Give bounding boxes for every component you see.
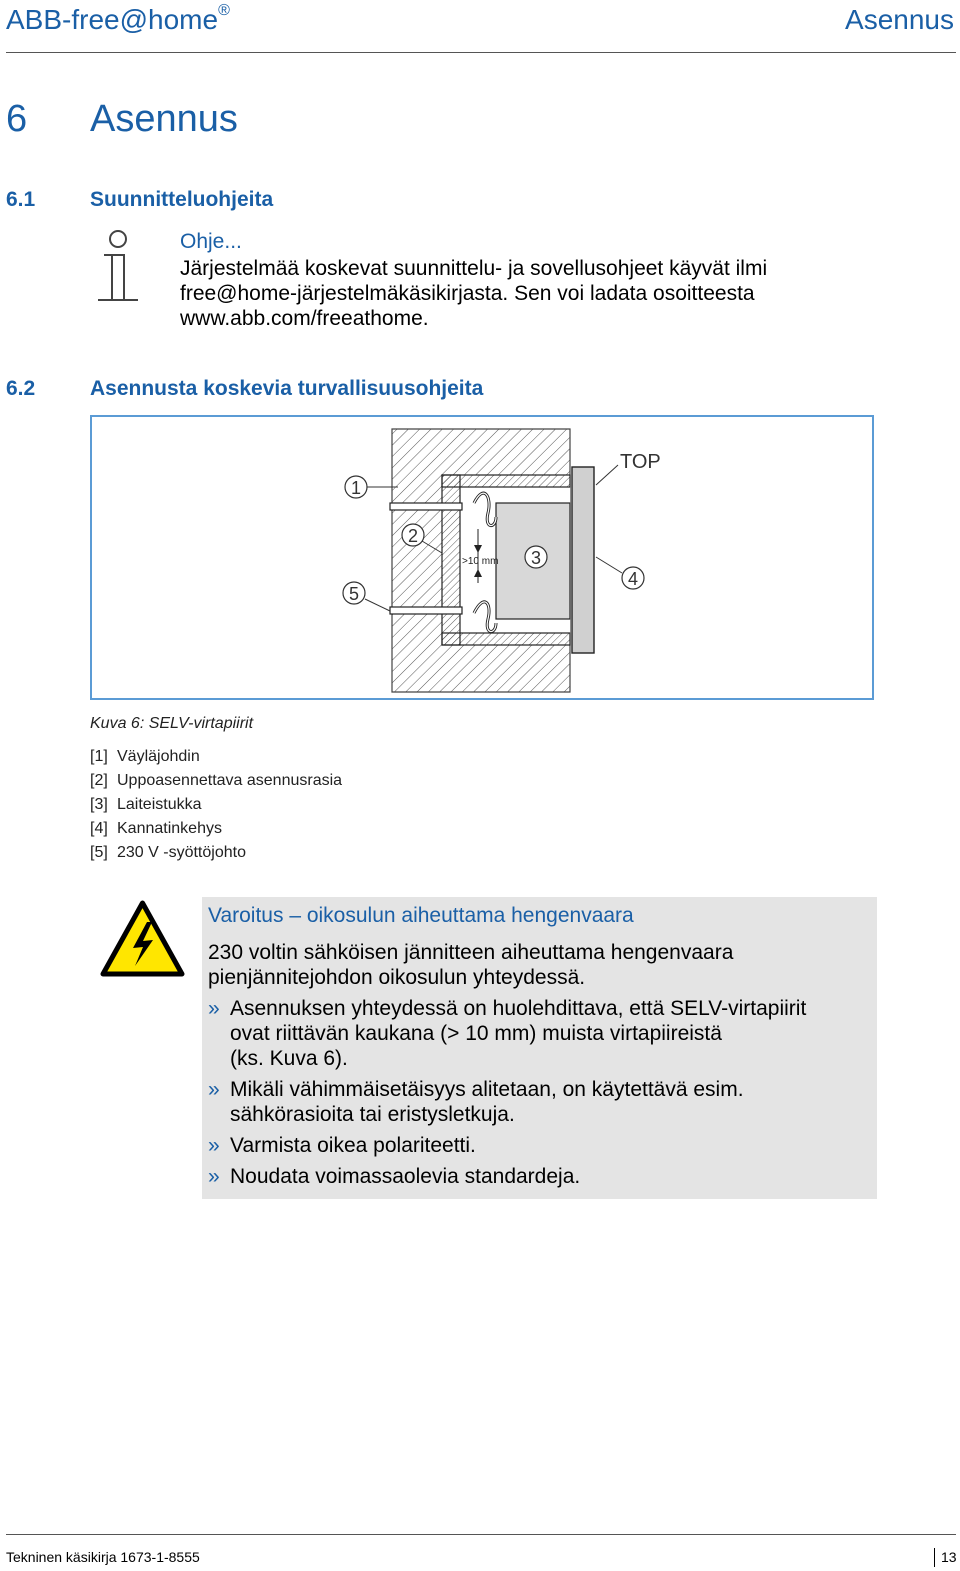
bullet-mark: » bbox=[208, 1134, 220, 1157]
note-body bbox=[180, 256, 860, 331]
callout-4: 4 bbox=[627, 569, 639, 589]
legend-item: [5] 230 V -syöttöjohto bbox=[90, 844, 246, 861]
list-item: » Varmista oikea polariteetti. bbox=[208, 1134, 476, 1157]
footer-divider bbox=[6, 1534, 956, 1535]
bullet-mark: » bbox=[208, 997, 220, 1020]
header-divider bbox=[6, 52, 956, 53]
legend-item: [3] Laiteistukka bbox=[90, 796, 202, 813]
distance-label: >10 mm bbox=[462, 556, 499, 567]
callout-2: 2 bbox=[407, 526, 419, 546]
header-section: Asennus bbox=[845, 4, 954, 35]
list-item: » Noudata voimassaolevia standardeja. bbox=[208, 1165, 581, 1188]
callout-1: 1 bbox=[350, 478, 362, 498]
header-brand: ABB-free@home® bbox=[6, 1, 230, 35]
chapter-title: Asennus bbox=[90, 98, 238, 140]
bullet-mark: » bbox=[208, 1078, 220, 1101]
warning-title: Varoitus – oikosulun aiheuttama hengenvaara bbox=[208, 904, 634, 927]
electric-hazard-icon bbox=[100, 900, 185, 978]
chapter-number: 6 bbox=[6, 98, 28, 140]
section-1-title: Suunnitteluohjeita bbox=[90, 188, 274, 211]
info-icon bbox=[95, 228, 141, 304]
note-line: free@home-järjestelmäkäsikirjasta. Sen voi ladata osoitteesta bbox=[180, 282, 755, 305]
warning-intro: 230 voltin sähköisen jännitteen aiheuttama hengenvaara pienjännitejohdon oikosulun yhteydessä. bbox=[208, 941, 734, 989]
footer-document: Tekninen käsikirja 1673-1-8555 bbox=[6, 1549, 200, 1565]
top-label: TOP bbox=[620, 451, 661, 473]
legend-item: [2] Uppoasennettava asennusrasia bbox=[90, 772, 343, 789]
note-line: www.abb.com/freeathome. bbox=[180, 307, 429, 330]
legend-item: [1] Väyläjohdin bbox=[90, 748, 200, 765]
figure-caption: Kuva 6: SELV-virtapiirit bbox=[90, 715, 254, 732]
page-number: 13 bbox=[941, 1549, 957, 1565]
note-title: Ohje... bbox=[180, 230, 242, 253]
section-2-number: 6.2 bbox=[6, 377, 36, 400]
warning-bullets bbox=[208, 996, 868, 1195]
selv-installation-diagram bbox=[92, 417, 872, 698]
registered-mark: ® bbox=[218, 1, 230, 19]
figure-legend bbox=[90, 745, 342, 865]
section-2-title: Asennusta koskevia turvallisuusohjeita bbox=[90, 377, 484, 400]
callout-5: 5 bbox=[348, 584, 360, 604]
list-item: » Mikäli vähimmäisetäisyys alitetaan, on käytettävä esim. sähkörasioita tai eristysletkuja. bbox=[208, 1078, 744, 1126]
note-line: Järjestelmää koskevat suunnittelu- ja sovellusohjeet käyvät ilmi bbox=[180, 257, 768, 280]
callout-3: 3 bbox=[530, 548, 542, 568]
list-item: » Asennuksen yhteydessä on huolehdittava, että SELV-virtapiirit ovat riittävän kaukana (> 10 mm) muista virtapiireistä (ks. Kuva 6). bbox=[208, 997, 807, 1070]
section-1-number: 6.1 bbox=[6, 188, 36, 211]
legend-item: [4] Kannatinkehys bbox=[90, 820, 222, 837]
figure-frame bbox=[90, 415, 874, 700]
bullet-mark: » bbox=[208, 1165, 220, 1188]
footer-separator bbox=[934, 1548, 935, 1567]
